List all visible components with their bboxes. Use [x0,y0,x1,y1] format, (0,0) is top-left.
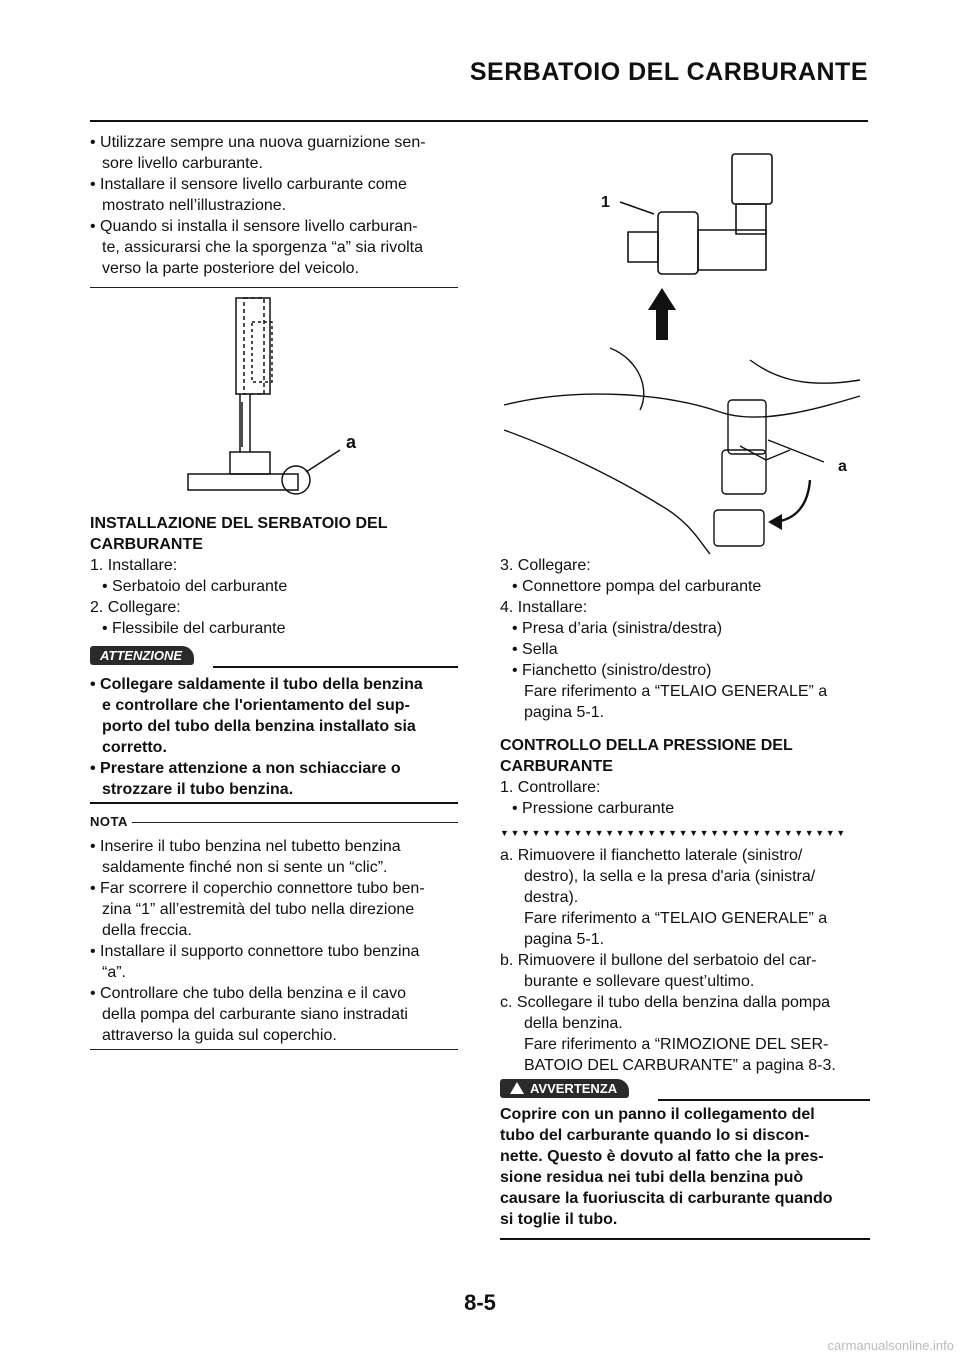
substep-cont: Fare riferimento a “RIMOZIONE DEL SER- [524,1036,829,1053]
connect-steps [500,555,870,723]
avvertenza-line: sione residua nei tubi della benzina può [500,1169,804,1186]
step-item: • Flessibile del carburante [102,618,458,639]
page-title: SERBATOIO DEL CARBURANTE [469,58,868,86]
intro-bullet-cont: mostrato nell’illustrazione. [102,197,287,214]
nota-line: saldamente finché non si sente un “clic”. [102,859,388,876]
attenzione-line: e controllare che l'orientamento del sup- [102,697,410,714]
substep-cont: burante e sollevare quest’ultimo. [524,973,755,990]
nota-label: NOTA [90,814,128,829]
intro-bullet: • Installare il sensore livello carburante come [90,174,458,195]
substep: c. Scollegare il tubo della benzina dalla pompa [500,994,830,1011]
substep-cont: BATOIO DEL CARBURANTE” a pagina 8-3. [524,1057,836,1074]
avvertenza-badge [500,1079,629,1098]
nota-line: zina “1” all’estremità del tubo nella direzione [102,901,415,918]
avvertenza-line: tubo del carburante quando lo si discon- [500,1127,810,1144]
step: 1. Controllare: [500,779,601,796]
step-ref: Fare riferimento a “TELAIO GENERALE” a [524,683,828,700]
attenzione-bottom-rule [90,802,458,804]
intro-bullet-cont: sore livello carburante. [102,155,263,172]
nota-line: “a”. [102,964,126,981]
header-rule [90,120,868,122]
section-heading: INSTALLAZIONE DEL SERBATOIO DEL [90,515,388,532]
avvertenza-bottom-rule [500,1238,870,1240]
substep: a. Rimuovere il fianchetto laterale (sinistro/ [500,847,803,864]
install-section [90,513,458,639]
avvertenza-line: nette. Questo è dovuto al fatto che la pres- [500,1148,824,1165]
divider [90,287,458,288]
step-item: • Pressione carburante [512,798,870,819]
substep-cont: destra). [524,889,579,906]
attenzione-line: corretto. [102,739,167,756]
avvertenza-line: causare la fuoriuscita di carburante quando [500,1190,833,1207]
step-item: • Sella [512,639,870,660]
page-number: 8-5 [464,1290,496,1315]
intro-bullets [90,132,458,279]
avvertenza-label-text: AVVERTENZA [530,1081,618,1096]
attenzione-line: • Collegare saldamente il tubo della benzina [90,676,423,693]
substep-cont: Fare riferimento a “TELAIO GENERALE” a [524,910,828,927]
avvertenza-line: Coprire con un panno il collegamento del [500,1106,815,1123]
step-item: • Serbatoio del carburante [102,576,458,597]
nota-bottom-rule [90,1049,458,1050]
nota-line: della pompa del carburante siano instradati [102,1006,408,1023]
attenzione-line: porto del tubo della benzina installato sia [102,718,416,735]
attenzione-rule [213,666,458,668]
nota-line: della freccia. [102,922,192,939]
intro-bullet-cont: te, assicurarsi che la sporgenza “a” sia rivolta [102,239,424,256]
callout-label-a-right: a [838,458,847,475]
check-substeps [500,845,870,1076]
substep: b. Rimuovere il bullone del serbatoio del car- [500,952,817,969]
substep-cont: della benzina. [524,1015,623,1032]
nota-bullet: • Inserire il tubo benzina nel tubetto benzina [90,836,458,857]
nota-bullet: • Controllare che tubo della benzina e il cavo [90,983,458,1004]
section-heading-cont: CARBURANTE [500,758,613,775]
check-section [500,735,870,819]
section-heading: CONTROLLO DELLA PRESSIONE DEL [500,737,793,754]
nota-line: attraverso la guida sul coperchio. [102,1027,337,1044]
nota-rule [132,822,458,823]
attenzione-badge [90,646,194,665]
attenzione-text [90,674,458,800]
step: 4. Installare: [500,599,588,616]
intro-bullet: • Utilizzare sempre una nuova guarnizione sen- [90,132,458,153]
nota-bullet: • Far scorrere il coperchio connettore tubo ben- [90,878,458,899]
warning-triangle-icon [510,1082,524,1094]
intro-bullet-cont: verso la parte posteriore del veicolo. [102,260,360,277]
step-item: • Connettore pompa del carburante [512,576,870,597]
nota-bullet: • Installare il supporto connettore tubo benzina [90,941,458,962]
fuel-pump-connector-illustration [500,150,870,555]
step: 3. Collegare: [500,557,591,574]
step: 2. Collegare: [90,599,181,616]
substep-cont: destro), la sella e la presa d'aria (sinistra/ [524,868,816,885]
section-heading-cont: CARBURANTE [90,536,203,553]
attenzione-label: ATTENZIONE [90,646,194,665]
procedure-start-marker: ▼▼▼▼▼▼▼▼▼▼▼▼▼▼▼▼▼▼▼▼▼▼▼▼▼▼▼▼▼▼▼▼▼ [500,828,847,838]
avvertenza-rule [658,1099,870,1101]
nota-text [90,836,458,1046]
attenzione-line: strozzare il tubo benzina. [102,781,294,798]
fuel-sensor-illustration [180,292,380,502]
callout-label-a: a [346,432,357,452]
step-ref: pagina 5-1. [524,704,605,721]
avvertenza-line: si toglie il tubo. [500,1211,618,1228]
avvertenza-label [500,1079,629,1098]
step-item: • Presa d’aria (sinistra/destra) [512,618,870,639]
callout-label-1: 1 [601,194,610,211]
avvertenza-text [500,1104,870,1230]
watermark: carmanualsonline.info [827,1338,954,1353]
step: 1. Installare: [90,557,178,574]
step-item: • Fianchetto (sinistro/destro) [512,660,870,681]
attenzione-line: • Prestare attenzione a non schiacciare o [90,760,401,777]
substep-cont: pagina 5-1. [524,931,605,948]
intro-bullet: • Quando si installa il sensore livello carburan- [90,216,458,237]
